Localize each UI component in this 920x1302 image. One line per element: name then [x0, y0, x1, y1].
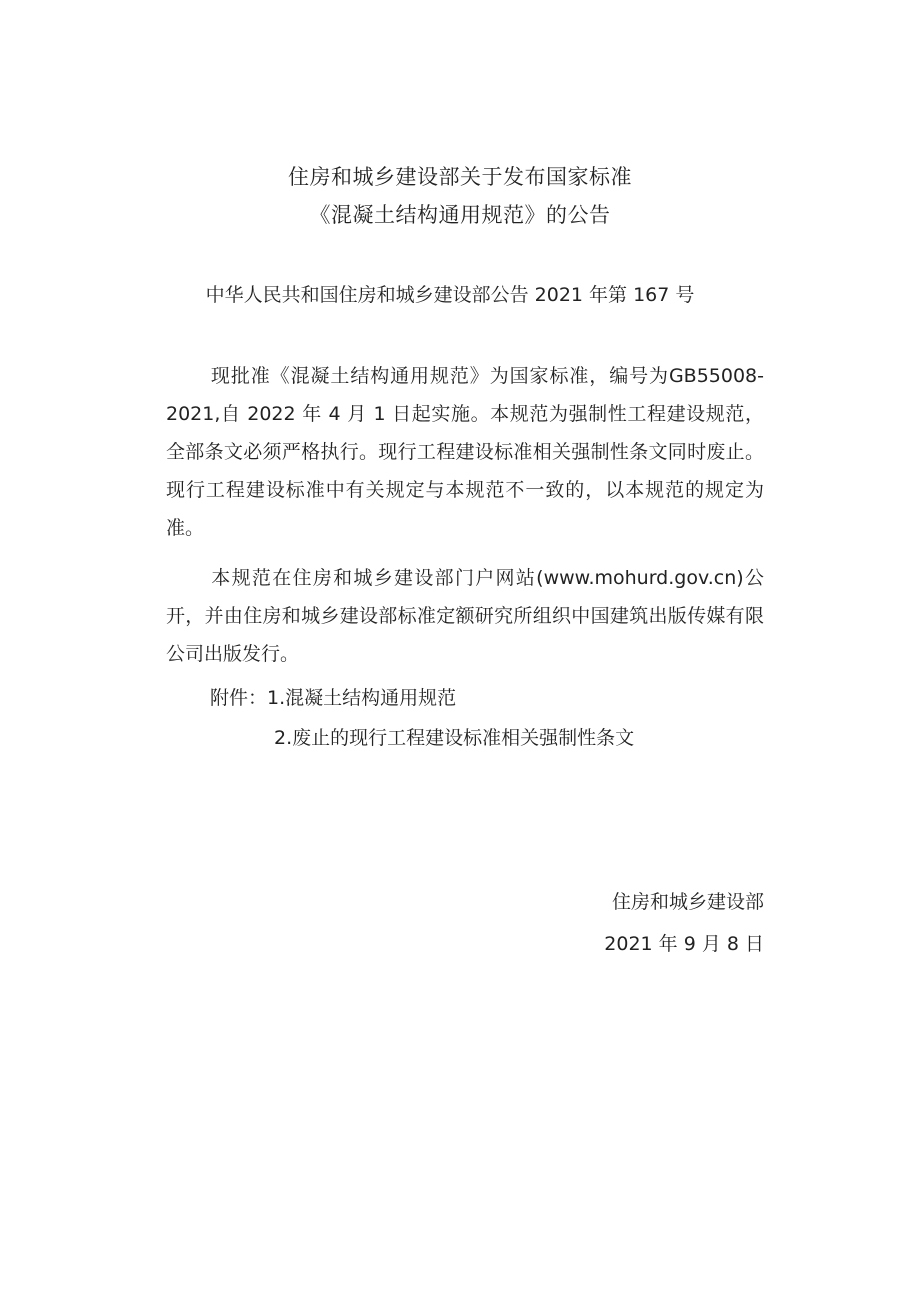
body-paragraph-1-text: 现批准《混凝土结构通用规范》为国家标准，编号为GB55008-2021,自 2022 年 4 月 1 日起实施。本规范为强制性工程建设规范，全部条文必须严格执行。现行工程建设标准相关强制性条文同时废止。现行工程建设标准中有关规定与本规范不一致的，以本规范的规定为准。	[166, 365, 764, 539]
announcement-number: 中华人民共和国住房和城乡建设部公告 2021 年第 167 号	[205, 284, 695, 306]
document-title-line2: 《混凝土结构通用规范》的公告	[309, 203, 611, 227]
body-paragraph-2-text: 本规范在住房和城乡建设部门户网站(www.mohurd.gov.cn)公开，并由住房和城乡建设部标准定额研究所组织中国建筑出版传媒有限公司出版发行。	[166, 567, 764, 665]
document-title-line1: 住房和城乡建设部关于发布国家标准	[288, 165, 632, 189]
body-paragraph-2	[166, 559, 764, 673]
issuer-signature: 住房和城乡建设部	[611, 891, 764, 913]
attachment-item-2: 2.废止的现行工程建设标准相关强制性条文	[274, 727, 635, 749]
attachment-item-1: 附件：1.混凝土结构通用规范	[210, 687, 457, 709]
body-paragraph-1	[166, 357, 764, 547]
issue-date: 2021 年 9 月 8 日	[604, 933, 764, 955]
